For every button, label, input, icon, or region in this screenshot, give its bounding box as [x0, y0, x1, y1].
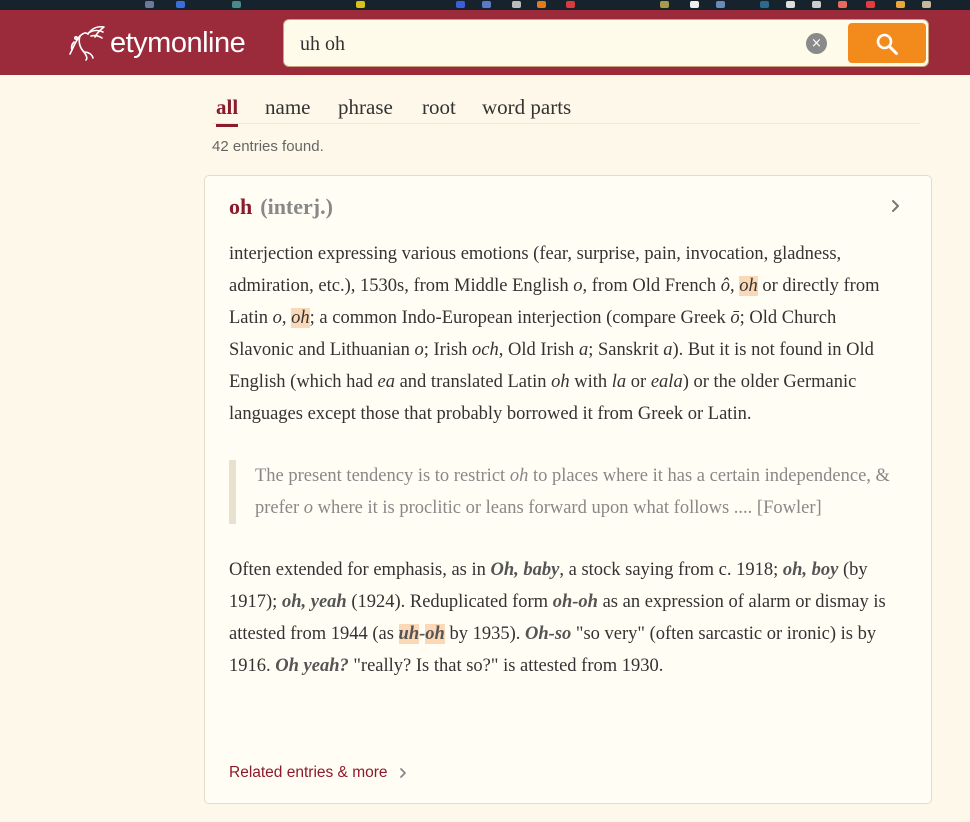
bookmark-icon[interactable]	[922, 1, 931, 8]
entry-card	[204, 175, 932, 804]
entry-definition	[229, 238, 901, 682]
search-input[interactable]	[298, 28, 782, 60]
fowler-quote: The present tendency is to restrict oh to places where it has a certain independence, & prefer o where it is proclitic or leans forward upon what follows .... [Fowler]	[229, 460, 901, 524]
bookmark-icon[interactable]	[512, 1, 521, 8]
bookmark-icon[interactable]	[660, 1, 669, 8]
highlight-match: oh	[425, 624, 445, 644]
search-button[interactable]	[848, 23, 926, 63]
search-box	[283, 19, 929, 67]
tab-word-parts[interactable]: word parts	[482, 95, 572, 119]
highlight-match: oh	[291, 308, 310, 328]
bookmark-icon[interactable]	[716, 1, 725, 8]
bookmark-icon[interactable]	[176, 1, 185, 8]
bookmark-icon[interactable]	[537, 1, 546, 8]
chevron-right-icon	[398, 766, 408, 780]
entry-heading	[229, 194, 333, 220]
bookmark-icon[interactable]	[456, 1, 465, 8]
browser-bookmarks-strip	[0, 0, 970, 10]
results-count: 42 entries found.	[212, 138, 324, 155]
highlight-match: uh	[398, 624, 420, 644]
winged-lion-logo-icon	[66, 24, 108, 62]
clear-search-button[interactable]	[806, 33, 827, 54]
bookmark-icon[interactable]	[356, 1, 365, 8]
bookmark-icon[interactable]	[896, 1, 905, 8]
bookmark-icon[interactable]	[866, 1, 875, 8]
related-entries-link[interactable]	[229, 764, 408, 782]
usage-paragraph: Often extended for emphasis, as in Oh, baby, a stock saying from c. 1918; oh, boy (by 1917); oh, yeah (1924). Reduplicated form oh-oh as an expression of alarm or dismay is attested from 1944 (as uh-oh by 1935). Oh-so "so very" (often sarcastic or ironic) is by 1916. Oh yeah? "really? Is that so?" is attested from 1930.	[229, 560, 886, 676]
bookmark-icon[interactable]	[838, 1, 847, 8]
tab-name[interactable]: name	[265, 95, 311, 119]
bookmark-icon[interactable]	[145, 1, 154, 8]
tab-root[interactable]: root	[422, 95, 456, 119]
chevron-right-icon[interactable]	[889, 196, 903, 216]
bookmark-icon[interactable]	[812, 1, 821, 8]
bookmark-icon[interactable]	[232, 1, 241, 8]
site-name: etymonline	[110, 26, 246, 59]
search-tabs	[212, 95, 920, 124]
tab-phrase[interactable]: phrase	[338, 95, 393, 119]
tab-all[interactable]: all	[216, 95, 238, 127]
bookmark-icon[interactable]	[690, 1, 699, 8]
site-logo[interactable]	[66, 23, 245, 63]
bookmark-icon[interactable]	[482, 1, 491, 8]
bookmark-icon[interactable]	[786, 1, 795, 8]
highlight-match: oh	[739, 276, 758, 296]
magnifier-icon	[875, 32, 899, 56]
definition-paragraph: interjection expressing various emotions (fear, surprise, pain, invocation, gladness, admiration, etc.), 1530s, from Middle English o, from Old French ô, oh or directly from Latin o, oh; a common Indo-European interjection (compare Greek ō; Old Church Slavonic and Lithuanian o; Irish och, Old Irish a; Sanskrit a). But it is not found in Old English (which had ea and translated Latin oh with la or eala) or the older Germanic languages except those that probably borrowed it from Greek or Latin.	[229, 244, 880, 424]
site-header	[0, 10, 970, 75]
bookmark-icon[interactable]	[760, 1, 769, 8]
related-entries-label: Related entries & more	[229, 764, 388, 781]
bookmark-icon[interactable]	[566, 1, 575, 8]
entry-part-of-speech: (interj.)	[260, 194, 333, 219]
clear-circle-icon: ×	[811, 36, 822, 51]
entry-word[interactable]: oh	[229, 194, 253, 219]
